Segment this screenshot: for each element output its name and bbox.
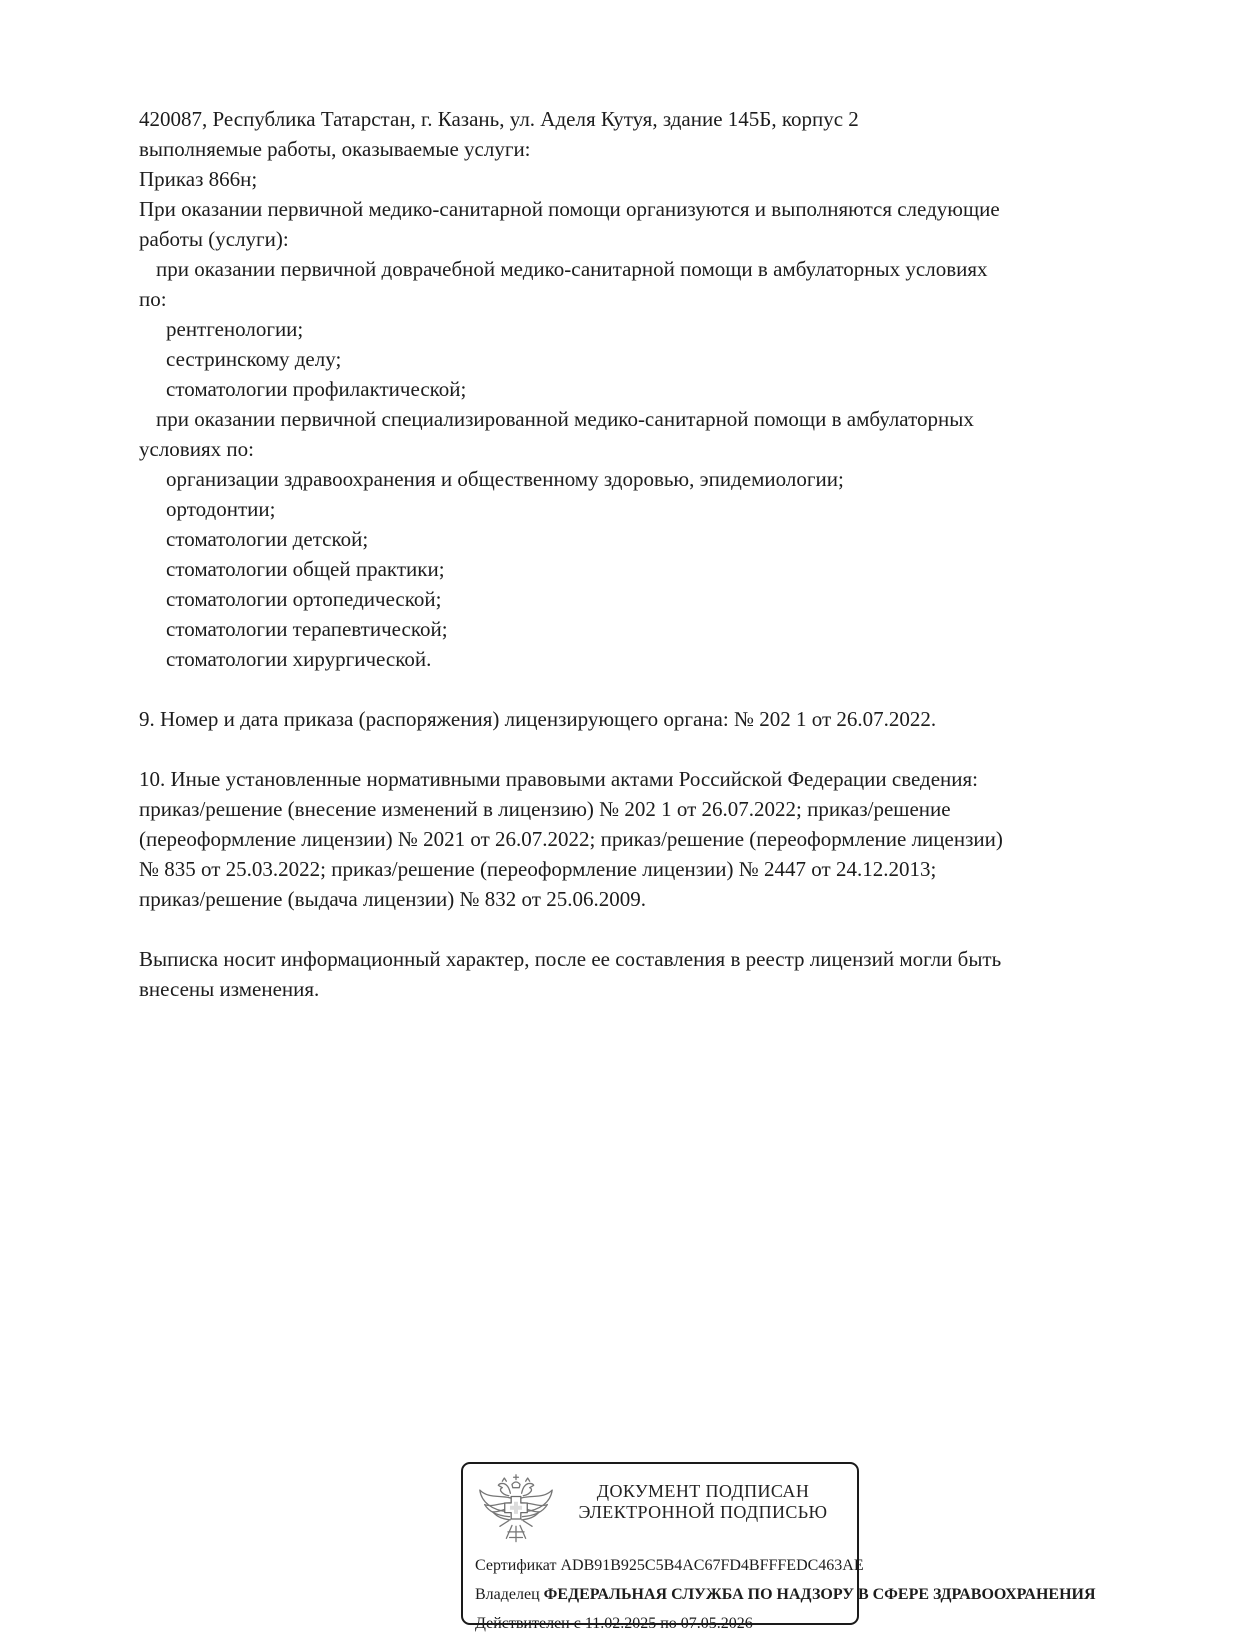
owner-value: ФЕДЕРАЛЬНАЯ СЛУЖБА ПО НАДЗОРУ В СФЕРЕ ЗДРАВООХРАНЕНИЯ [543,1586,1096,1603]
document-line: стоматологии профилактической; [166,377,467,401]
document-line: при оказании первичной специализированной медико-санитарной помощи в амбулаторных [156,407,974,431]
document-line: При оказании первичной медико-санитарной помощи организуются и выполняются следующие [139,197,1000,221]
stamp-certificate-line [475,1555,864,1577]
document-line: выполняемые работы, оказываемые услуги: [139,137,531,161]
stamp-owner-line [475,1584,1096,1606]
document-line: стоматологии хирургической. [166,647,432,671]
license-extract-text [139,104,1179,1004]
document-line: 420087, Республика Татарстан, г. Казань, ул. Аделя Кутуя, здание 145Б, корпус 2 [139,107,859,131]
owner-label: Владелец [475,1586,544,1603]
document-line: условиях по: [139,437,254,461]
document-line: 9. Номер и дата приказа (распоряжения) лицензирующего органа: № 202 1 от 26.07.2022. [139,707,937,731]
document-line: ортодонтии; [166,497,276,521]
document-line: № 835 от 25.03.2022; приказ/решение (переоформление лицензии) № 2447 от 24.12.2013; [139,857,937,881]
roszdravnadzor-eagle-icon [475,1474,557,1548]
document-line: организации здравоохранения и общественному здоровью, эпидемиологии; [166,467,844,491]
document-line: приказ/решение (выдача лицензии) № 832 от 25.06.2009. [139,887,646,911]
certificate-label: Сертификат [475,1557,561,1574]
document-line: стоматологии общей практики; [166,557,445,581]
document-blank-line [139,674,1179,704]
document-blank-line [139,914,1179,944]
document-line: стоматологии ортопедической; [166,587,442,611]
certificate-value: ADB91B925C5B4AC67FD4BFFFEDC463AE [560,1557,864,1574]
document-line: 10. Иные установленные нормативными правовыми актами Российской Федерации сведения: [139,767,979,791]
stamp-title [557,1474,849,1523]
document-blank-line [139,734,1179,764]
document-line: сестринскому делу; [166,347,342,371]
document-line: (переоформление лицензии) № 2021 от 26.07.2022; приказ/решение (переоформление лицензии) [139,827,1003,851]
document-line: стоматологии терапевтической; [166,617,448,641]
document-line: приказ/решение (внесение изменений в лицензию) № 202 1 от 26.07.2022; приказ/решение [139,797,951,821]
stamp-header [463,1464,857,1548]
document-line: внесены изменения. [139,977,320,1001]
document-line: работы (услуги): [139,227,289,251]
document-line: при оказании первичной доврачебной медико-санитарной помощи в амбулаторных условиях [156,257,988,281]
document-line: рентгенологии; [166,317,304,341]
stamp-validity-line [475,1613,857,1635]
document-line: по: [139,287,167,311]
electronic-signature-stamp [461,1462,1096,1632]
document-line: Приказ 866н; [139,167,258,191]
stamp-title-line2: ЭЛЕКТРОННОЙ ПОДПИСЬЮ [578,1502,828,1522]
document-line: стоматологии детской; [166,527,369,551]
document-line: Выписка носит информационный характер, после ее составления в реестр лицензий могли быть [139,947,1002,971]
stamp-title-line1: ДОКУМЕНТ ПОДПИСАН [596,1481,810,1501]
validity-value: Действителен с 11.02.2025 по 07.05.2026 [475,1615,753,1632]
